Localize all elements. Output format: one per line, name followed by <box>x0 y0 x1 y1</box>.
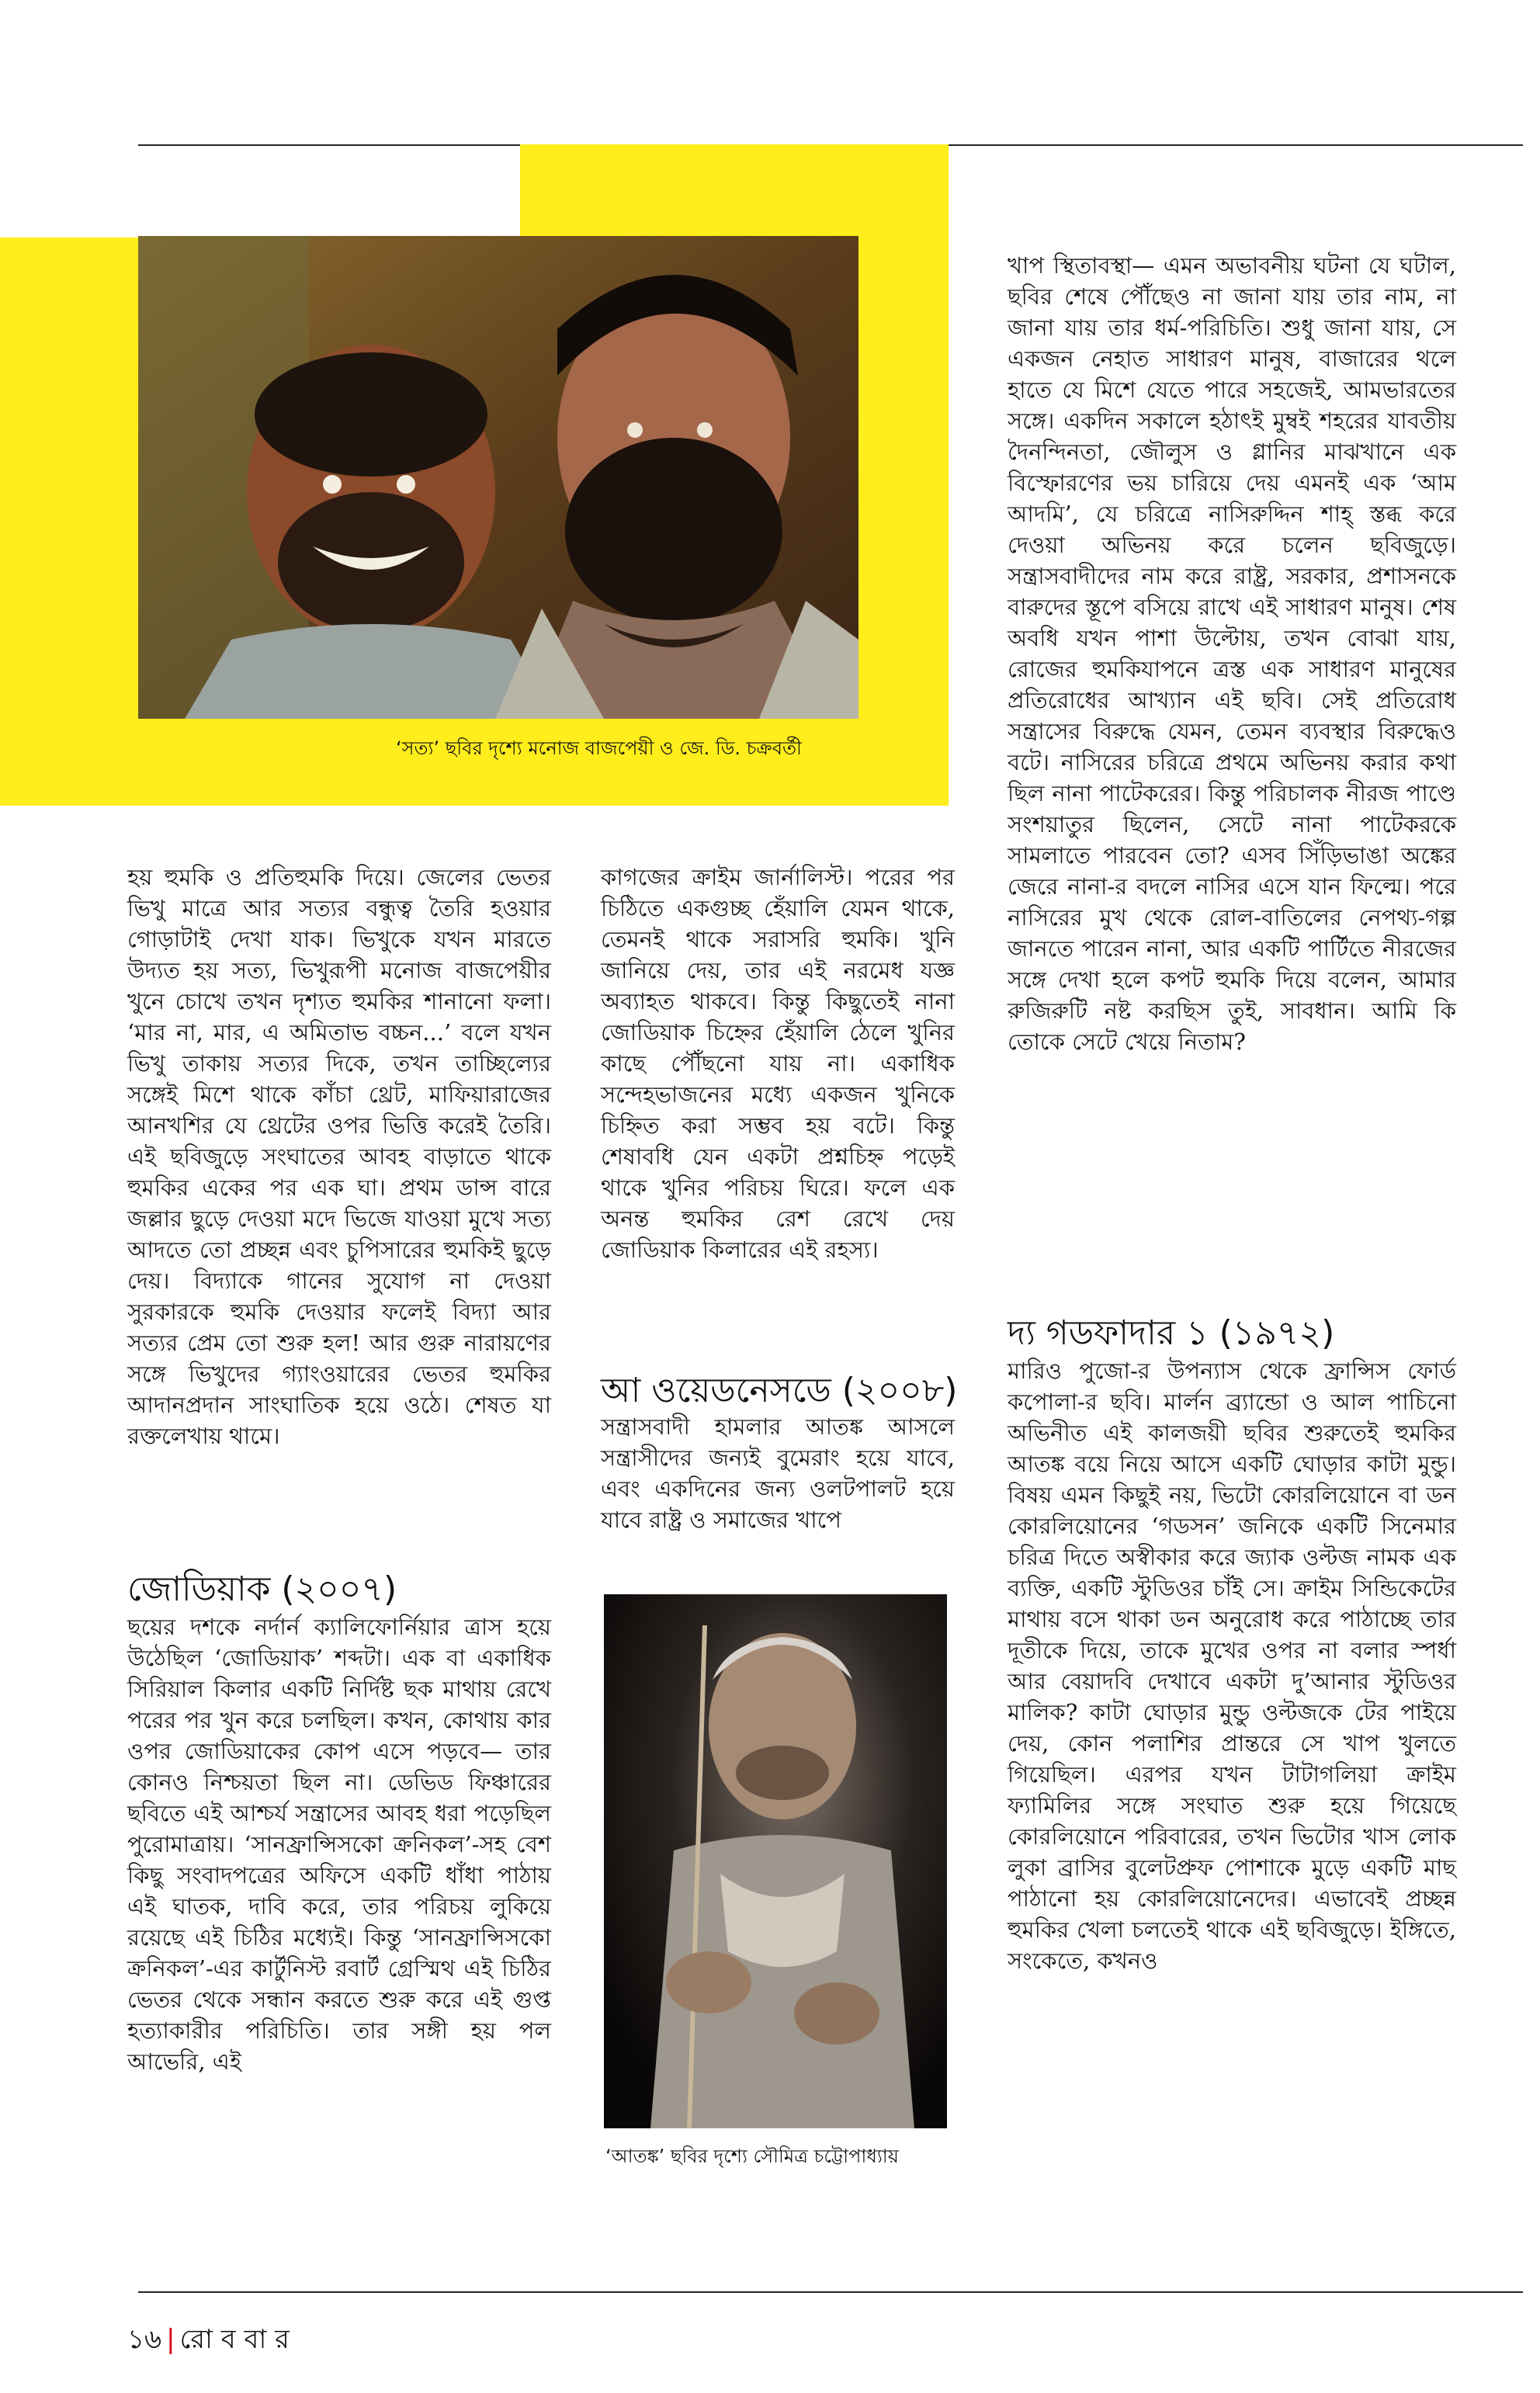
column-2-para-1: কাগজের ক্রাইম জার্নালিস্ট। পরের পর চিঠিতে একগুচ্ছ হেঁয়ালি যেমন থাকে, তেমনই থাকে সরাসরি হুমকি। খুনি জানিয়ে দেয়, তার এই নরমেধ যজ্ঞ অব্যাহত থাকবে। কিন্তু কিছুতেই নানা জোডিয়াক চিহ্নের হেঁয়ালি ঠেলে খুনির কাছে পৌঁছনো যায় না। একাধিক সন্দেহভাজনের মধ্যে একজন খুনিকে চিহ্নিত করা সম্ভব হয় বটে। কিন্তু শেষাবধি যেন একটা প্রশ্নচিহ্ন পড়েই থাকে খুনির পরিচয় ঘিরে। ফলে এক অনন্ত হুমকির রেশ রেখে দেয় জোডিয়াক কিলারের এই রহস্য। <box>601 864 955 1263</box>
heading-godfather: দ্য গডফাদার ১ (১৯৭২) <box>1008 1313 1335 1353</box>
heading-wednesday: আ ওয়েডনেসডে (২০০৮) <box>601 1371 958 1410</box>
aatanka-caption: ‘আতঙ্ক’ ছবির দৃশ্যে সৌমিত্র চট্টোপাধ্যায় <box>605 2145 899 2167</box>
page-footer <box>127 2324 290 2355</box>
yellow-block-top <box>520 144 949 238</box>
column-3-para-2: মারিও পুজো-র উপন্যাস থেকে ফ্রান্সিস ফোর্ড কপোলা-র ছবি। মার্লন ব্র্যান্ডো ও আল পাচিনো অভিনীত এই কালজয়ী ছবির শুরুতেই হুমকির আতঙ্ক বয়ে নিয়ে আসে একটি ঘোড়ার কাটা মুন্ডু। বিষয় এমন কিছুই নয়, ভিটো কোরলিয়োনে বা ডন কোরলিয়োনের ‘গডসন’ জনিকে একটি সিনেমার চরিত্র দিতে অস্বীকার করে জ্যাক ওল্টজ নামক এক ব্যক্তি, একটি স্টুডিওর চাঁই সে। ক্রাইম সিন্ডিকেটের মাথায় বসে থাকা ডন অনুরোধ করে পাঠাচ্ছে তার দূতীকে দিয়ে, তাকে মুখের ওপর না বলার স্পর্ধা আর বেয়াদবি দেখাবে একটা দু’আনার স্টুডিওর মালিক? কাটা ঘোড়ার মুন্ডু ওল্টজকে টের পাইয়ে দেয়, কোন পলাশির প্রান্তরে সে খাপ খুলতে গিয়েছিল। এরপর যখন টাটাগলিয়া ক্রাইম ফ্যামিলির সঙ্গে সংঘাত শুরু হয়ে গিয়েছে কোরলিয়োনে পরিবারের, তখন ভিটোর খাস লোক লুকা ব্রাসির বুলেটপ্রুফ পোশাকে মুড়ে একটি মাছ পাঠানো হয় কোরলিয়োনেদের। এভাবেই প্রচ্ছন্ন হুমকির খেলা চলতেই থাকে এই ছবিজুড়ে। ইঙ্গিতে, সংকেতে, কখনও <box>1008 1358 1456 1974</box>
column-1-para-1: হয় হুমকি ও প্রতিহুমকি দিয়ে। জেলের ভেতর ভিখু মাত্রে আর সত্যর বন্ধুত্ব তৈরি হওয়ার গোড়াটাই দেখা যাক। ভিখুকে যখন মারতে উদ্যত হয় সত্য, ভিখুরূপী মনোজ বাজপেয়ীর খুনে চোখে তখন দৃশ্যত হুমকির শানানো ফলা। ‘মার না, মার, এ অমিতাভ বচ্চন...’ বলে যখন ভিখু তাকায় সত্যর দিকে, তখন তাচ্ছিল্যের সঙ্গেই মিশে থাকে কাঁচা থ্রেট, মাফিয়ারাজের আনখশির যে থ্রেটের ওপর ভিত্তি করেই তৈরি। এই ছবিজুড়ে সংঘাতের আবহ বাড়াতে থাকে হুমকির একের পর এক ঘা। প্রথম ডান্স বারে জল্লার ছুড়ে দেওয়া মদে ভিজে যাওয়া মুখে সত্য আদতে তো প্রচ্ছন্ন এবং চুপিসারের হুমকিই ছুড়ে দেয়। বিদ্যাকে গানের সুযোগ না দেওয়া সুরকারকে হুমকি দেওয়ার ফলেই বিদ্যা আর সত্যর প্রেম তো শুরু হল! আর গুরু নারায়ণের সঙ্গে ভিখুদের গ্যাংওয়ারের ভেতর হুমকির আদানপ্রদান সাংঘাতিক হয়ে ওঠে। শেষত যা রক্তলেখায় থামে। <box>127 864 551 1449</box>
page-number: ১৬ <box>127 2324 162 2355</box>
column-3b <box>1008 1355 1456 1976</box>
aatanka-photo-illustration <box>604 1594 947 2128</box>
column-3-para-1: খাপ স্থিতাবস্থা— এমন অভাবনীয় ঘটনা যে ঘটাল, ছবির শেষে পৌঁছেও না জানা যায় তার নাম, না জানা যায় তার ধর্ম-পরিচিতি। শুধু জানা যায়, সে একজন নেহাত সাধারণ মানুষ, বাজারের থলে হাতে যে মিশে যেতে পারে সহজেই, আমভারতের সঙ্গে। একদিন সকালে হঠাৎই মুম্বই শহরের যাবতীয় দৈনন্দিনতা, জৌলুস ও গ্লানির মাঝখানে এক বিস্ফোরণের ভয় চারিয়ে দেয় এমনই এক ‘আম আদমি’, যে চরিত্রে নাসিরুদ্দিন শাহ্ স্তব্ধ করে দেওয়া অভিনয় করে চলেন ছবিজুড়ে। সন্ত্রাসবাদীদের নাম করে রাষ্ট্র, সরকার, প্রশাসনকে বারুদের স্তূপে বসিয়ে রাখে এই সাধারণ মানুষ। শেষ অবধি যখন পাশা উল্টোয়, তখন বোঝা যায়, রোজের হুমকিযাপনে ত্রস্ত এক সাধারণ মানুষের প্রতিরোধের আখ্যান এই ছবি। সেই প্রতিরোধ সন্ত্রাসের বিরুদ্ধে যেমন, তেমন ব্যবস্থার বিরুদ্ধেও বটে। নাসিরের চরিত্রে প্রথমে অভিনয় করার কথা ছিল নানা পাটেকরের। কিন্তু পরিচালক নীরজ পাণ্ডে সংশয়াতুর ছিলেন, সেটে নানা পাটেকরকে সামলাতে পারবেন তো? এসব সিঁড়িভাঙা অঙ্কের জেরে নানা-র বদলে নাসির এসে যান ফিল্মে। পরে নাসিরের মুখ থেকে রোল-বাতিলের নেপথ্য-গল্প জানতে পারেন নানা, আর একটি পার্টিতে নীরজের সঙ্গে দেখা হলে কপট হুমকি দিয়ে বলেন, আমার রুজিরুটি নষ্ট করছিস তুই, সাবধান। আমি কি তোকে সেটে খেয়ে নিতাম? <box>1008 252 1456 1055</box>
bottom-rule <box>138 2291 1523 2293</box>
satya-caption: ‘সত্য’ ছবির দৃশ্যে মনোজ বাজপেয়ী ও জে. ডি. চক্রবর্তী <box>396 737 802 759</box>
magazine-name: রো ব বা র <box>179 2324 290 2355</box>
column-1b <box>127 1611 551 2077</box>
column-3 <box>1008 250 1456 1057</box>
heading-zodiac: জোডিয়াক (২০০৭) <box>127 1569 397 1609</box>
aatanka-photo <box>604 1594 947 2128</box>
column-2b <box>601 1411 955 1535</box>
column-2-para-2: সন্ত্রাসবাদী হামলার আতঙ্ক আসলে সন্ত্রাসীদের জন্যই বুমেরাং হয়ে যাবে, এবং একদিনের জন্য ওলটপালট হয়ে যাবে রাষ্ট্র ও সমাজের খাপে <box>601 1413 955 1533</box>
satya-photo <box>138 236 858 719</box>
column-2 <box>601 862 955 1265</box>
column-1 <box>127 862 551 1451</box>
column-1-para-2: ছয়ের দশকে নর্দার্ন ক্যালিফোর্নিয়ার ত্রাস হয়ে উঠেছিল ‘জোডিয়াক’ শব্দটা। এক বা একাধিক সিরিয়াল কিলার একটি নির্দিষ্ট ছক মাথায় রেখে পরের পর খুন করে চলছিল। কখন, কোথায় কার ওপর জোডিয়াকের কোপ এসে পড়বে— তার কোনও নিশ্চয়তা ছিল না। ডেভিড ফিঞ্চারের ছবিতে এই আশ্চর্য সন্ত্রাসের আবহ ধরা পড়েছিল পুরোমাত্রায়। ‘সানফ্রান্সিসকো ক্রনিকল’-সহ বেশ কিছু সংবাদপত্রের অফিসে একটি ধাঁধা পাঠায় এই ঘাতক, দাবি করে, তার পরিচয় লুকিয়ে রয়েছে এই চিঠির মধ্যেই। কিন্তু ‘সানফ্রান্সিসকো ক্রনিকল’-এর কার্টুনিস্ট রবার্ট গ্রেস্মিথ এই চিঠির ভেতর থেকে সন্ধান করতে শুরু করে এই গুপ্ত হত্যাকারীর পরিচিতি। তার সঙ্গী হয় পল আভেরি, এই <box>127 1614 551 2075</box>
satya-photo-illustration <box>138 236 858 719</box>
footer-separator: | <box>166 2324 175 2355</box>
